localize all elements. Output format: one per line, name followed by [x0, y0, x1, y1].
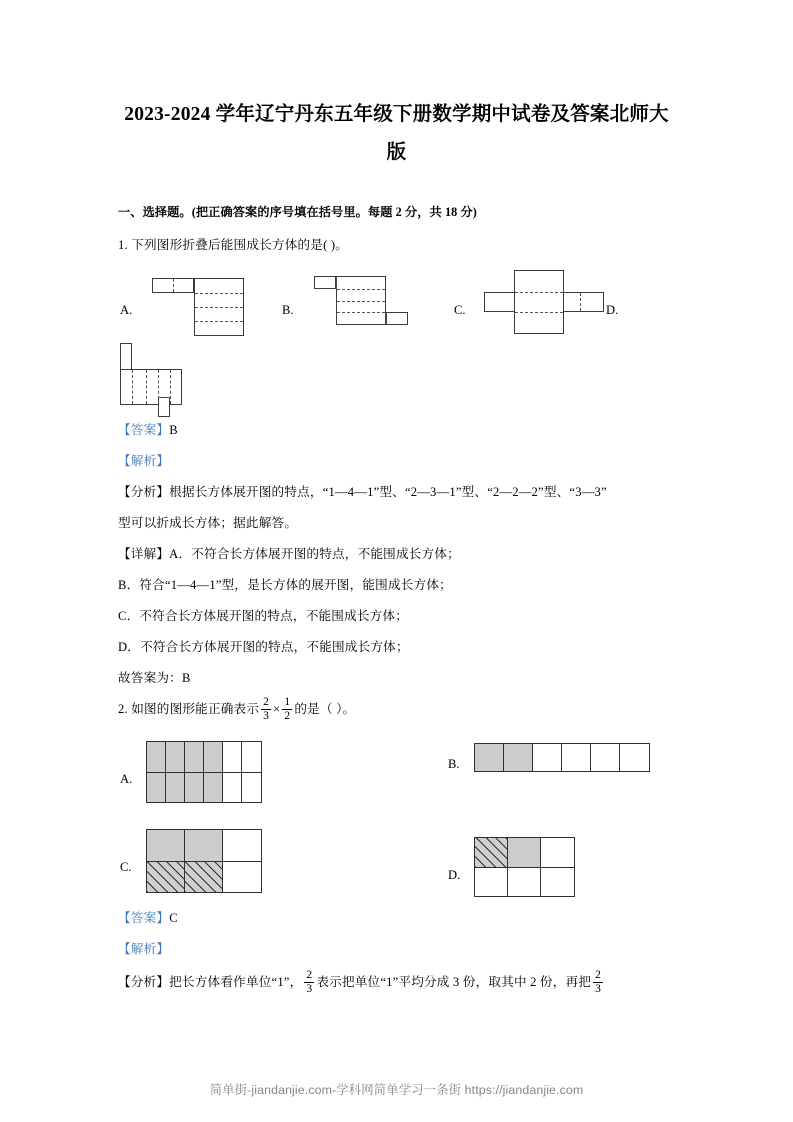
question-2-option-c-grid	[146, 829, 262, 893]
fraction-two-thirds: $\frac{2}{3}$	[263, 696, 270, 722]
question-2-option-d-label: D.	[448, 868, 461, 882]
question-1-option-a-label: A.	[120, 303, 133, 317]
question-1-analysis-line-5: C．不符合长方体展开图的特点，不能围成长方体；	[118, 609, 409, 623]
question-2-analysis-label: 【解析】	[118, 942, 170, 956]
question-1-analysis-line-6: D．不符合长方体展开图的特点，不能围成长方体；	[118, 640, 409, 654]
question-1-stem: 1. 下列图形折叠后能围成长方体的是( )。	[118, 238, 349, 252]
question-1-option-d-net	[120, 343, 270, 415]
question-1-options-row-2	[118, 339, 675, 415]
question-1-answer	[118, 415, 675, 446]
question-1-analysis-line-7: 故答案为：B	[118, 671, 191, 685]
answer-value: B	[169, 423, 178, 437]
question-1-analysis-line-2: 型可以折成长方体；据此解答。	[118, 516, 298, 530]
answer-label: 【答案】	[118, 911, 170, 925]
question-1-option-b-label: B.	[282, 303, 294, 317]
question-1-option-c-label: C.	[454, 303, 466, 317]
question-2-options-row-2	[118, 823, 675, 903]
question-2-stem	[118, 694, 675, 725]
question-2-analysis-text-2: 表示把单位“1”平均分成 3 份，取其中 2 份，再把	[316, 975, 592, 989]
question-2-times-sign: ×	[273, 702, 281, 716]
question-2-option-d-grid	[474, 837, 575, 897]
question-2-stem-after: 的是（ ）。	[294, 702, 356, 716]
question-2-answer	[118, 903, 675, 934]
question-2-option-b-grid	[474, 743, 650, 772]
question-1-option-c-net	[484, 270, 624, 336]
question-2-analysis-line-1	[118, 965, 675, 999]
question-2-option-a-label: A.	[120, 772, 133, 786]
question-1-analysis-line-4: B．符合“1—4—1”型，是长方体的展开图，能围成长方体；	[118, 578, 452, 592]
section-heading: 一、选择题。(把正确答案的序号填在括号里。每题 2 分，共 18 分)	[118, 205, 477, 219]
question-2-stem-before: 2. 如图的图形能正确表示	[118, 702, 260, 716]
question-2-option-c-label: C.	[120, 860, 132, 874]
page-title: 2023-2024 学年辽宁丹东五年级下册数学期中试卷及答案北师大版	[124, 104, 669, 163]
question-2-analysis-text-1: 【分析】把长方体看作单位“1”，	[118, 975, 303, 989]
question-1-analysis-line-3: 【详解】A．不符合长方体展开图的特点，不能围成长方体；	[118, 547, 460, 561]
fraction-two-thirds: $\frac{2}{3}$	[306, 969, 313, 995]
question-1-option-b-net	[314, 276, 424, 338]
question-1-options-row-1	[118, 267, 675, 339]
question-2-options-row-1	[118, 735, 675, 813]
question-1-option-d-label: D.	[606, 303, 619, 317]
answer-value: C	[169, 911, 178, 925]
question-2-option-b-label: B.	[448, 757, 460, 771]
question-2-option-a-grid	[146, 741, 262, 803]
question-1-option-a-net	[152, 278, 252, 336]
question-1-analysis-line-1: 【分析】根据长方体展开图的特点，“1—4—1”型、“2—3—1”型、“2—2—2”型、“3—3”	[118, 485, 607, 499]
question-1-analysis-label: 【解析】	[118, 454, 170, 468]
fraction-two-thirds: $\frac{2}{3}$	[595, 969, 602, 995]
fraction-one-half: $\frac{1}{2}$	[284, 696, 291, 722]
answer-label: 【答案】	[118, 423, 170, 437]
page-footer: 简单街-jiandanjie.com-学科网简单学习一条街 https://jiandanjie.com	[209, 1083, 584, 1097]
